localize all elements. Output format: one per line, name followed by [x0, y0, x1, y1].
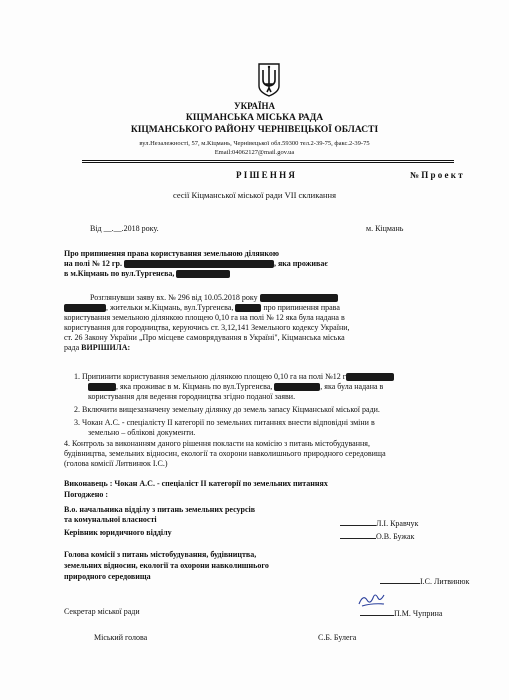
- header-country: УКРАЇНА: [234, 101, 275, 111]
- header-divider: [82, 160, 454, 163]
- item-4-line-2: будівництва, земельних відносин, екології та охорони навколишнього природного середовища: [64, 449, 386, 458]
- body-line-2: [64, 303, 340, 313]
- acting-head-line-2: та комунальної власності: [64, 515, 157, 524]
- commission-line-1: Голова комісії з питань містобудування, будівництва,: [64, 550, 257, 559]
- item-4-line-1: 4. Контроль за виконанням даного рішення покласти на комісію з питань містобудування,: [64, 439, 370, 448]
- signature-line: [340, 517, 376, 526]
- subject-line-2: [64, 259, 328, 269]
- signature-line: [360, 607, 394, 616]
- signature-line: [340, 530, 376, 539]
- header-email: Email:04062127@mail.gov.ua: [214, 149, 295, 156]
- item-1-line-3: користування для ведення городництва згідно поданої заяви.: [88, 392, 296, 401]
- header-council: КІЦМАНСЬКА МІСЬКА РАДА: [185, 113, 324, 123]
- item-3-line-1: 3. Чокан А.С. - спеціалісту ІІ категорії по земельних питаннях внести відповідні зміни в: [74, 418, 375, 427]
- buzhak-name: О.В. Бужак: [376, 532, 415, 541]
- kravchuk-name: Л.І. Кравчук: [376, 519, 419, 528]
- body-line-5: ст. 26 Закону України „Про місцеве самоврядування в Україні", Кіцманська міська: [64, 333, 345, 342]
- chuprina-name: П.М. Чуприна: [394, 609, 443, 618]
- item-1-line-2: [88, 382, 383, 392]
- legal-head: Керівник юридичного відділу: [64, 528, 172, 537]
- body-line-1: [90, 293, 338, 303]
- kravchuk-sign: [340, 517, 418, 529]
- body-text: Розглянувши заяву вх. № 296 від 10.05.2018 року: [90, 293, 258, 302]
- item-text: 1. Припинити користування земельною ділянкою площею 0,10 га на полі №12 г: [74, 372, 346, 381]
- redacted-house: [235, 304, 261, 312]
- body-line-3: користування земельною ділянкою площею 0,10 га на полі № 12 яка була надана в: [64, 313, 345, 322]
- redacted-applicant-4: [88, 383, 116, 391]
- buzhak-sign: [340, 530, 414, 542]
- subject-line-1: Про припинення права користування земельною ділянкою: [64, 249, 279, 258]
- body-text: рада: [64, 343, 80, 352]
- acting-head-line-1: В.о. начальника відділу з питань земельних ресурсів: [64, 505, 256, 514]
- project-label: № П р о е к т: [410, 170, 463, 180]
- item-text: , яка проживає в м. Кіцмань по вул.Тургенєва,: [116, 382, 273, 391]
- redacted-applicant-3: [346, 373, 394, 381]
- redacted-name: [124, 260, 274, 268]
- session-line: сесії Кіцманської міської ради VII скликання: [172, 190, 337, 200]
- header-address: вул.Незалежності, 57, м.Кіцмань, Чернівецької обл.59300 тел.2-39-75, факс.2-39-75: [139, 140, 370, 147]
- item-4-line-3: (голова комісії Литвинюк І.С.): [64, 459, 168, 468]
- secretary-title: Секретар міської ради: [64, 607, 140, 616]
- body-line-6: [64, 343, 130, 353]
- redacted-applicant-2: [64, 304, 106, 312]
- lytvyniuk-name: І.С. Литвинюк: [420, 577, 470, 586]
- body-text: про припинення права: [263, 303, 340, 312]
- signature-line: [380, 575, 420, 584]
- subject-line-3: [64, 269, 230, 279]
- executor-line: Виконавець : Чокан А.С. - спеціаліст ІІ категорії по земельних питаннях: [64, 479, 328, 488]
- item-text: , яка була надана в: [320, 382, 384, 391]
- mayor-name: С.Б. Булега: [318, 633, 357, 642]
- subject-address: в м.Кіцмань по вул.Тургенєва,: [64, 269, 175, 278]
- body-line-4: користування для городництва, керуючись ст. 3,12,141 Земельного кодексу України,: [64, 323, 350, 332]
- chuprina-sign: [360, 607, 442, 619]
- agreed-label: Погоджено :: [64, 490, 108, 499]
- coat-of-arms-icon: [256, 62, 282, 98]
- commission-line-2: земельних відносин, екології та охорони навколишнього: [64, 561, 269, 570]
- subject-text-2: , яка проживає: [273, 259, 328, 268]
- commission-line-3: природного середовища: [64, 572, 151, 581]
- header-district: КІЦМАНСЬКОГО РАЙОНУ ЧЕРНІВЕЦЬКОЇ ОБЛАСТІ: [130, 125, 379, 135]
- decision-date: Від __.__.2018 року.: [90, 224, 159, 233]
- decision-title: Р І Ш Е Н Н Я: [236, 170, 295, 180]
- decided-label: ВИРІШИЛА:: [81, 343, 131, 352]
- lytvyniuk-sign: [380, 575, 469, 587]
- item-3-line-2: земельно – облікові документи.: [88, 428, 196, 437]
- redacted-applicant: [260, 294, 338, 302]
- item-2: 2. Включити вищезазначену земельну ділянку до земель запасу Кіцманської міської ради.: [74, 405, 380, 414]
- item-1-line-1: [74, 372, 394, 382]
- decision-city: м. Кіцмань: [366, 224, 404, 233]
- subject-text: на полі № 12 гр.: [64, 259, 122, 268]
- body-text: , жительки м.Кіцмань, вул.Тургенєва,: [106, 303, 234, 312]
- redacted-house-2: [274, 383, 320, 391]
- mayor-title: Міський голова: [94, 633, 148, 642]
- redacted-address: [176, 270, 230, 278]
